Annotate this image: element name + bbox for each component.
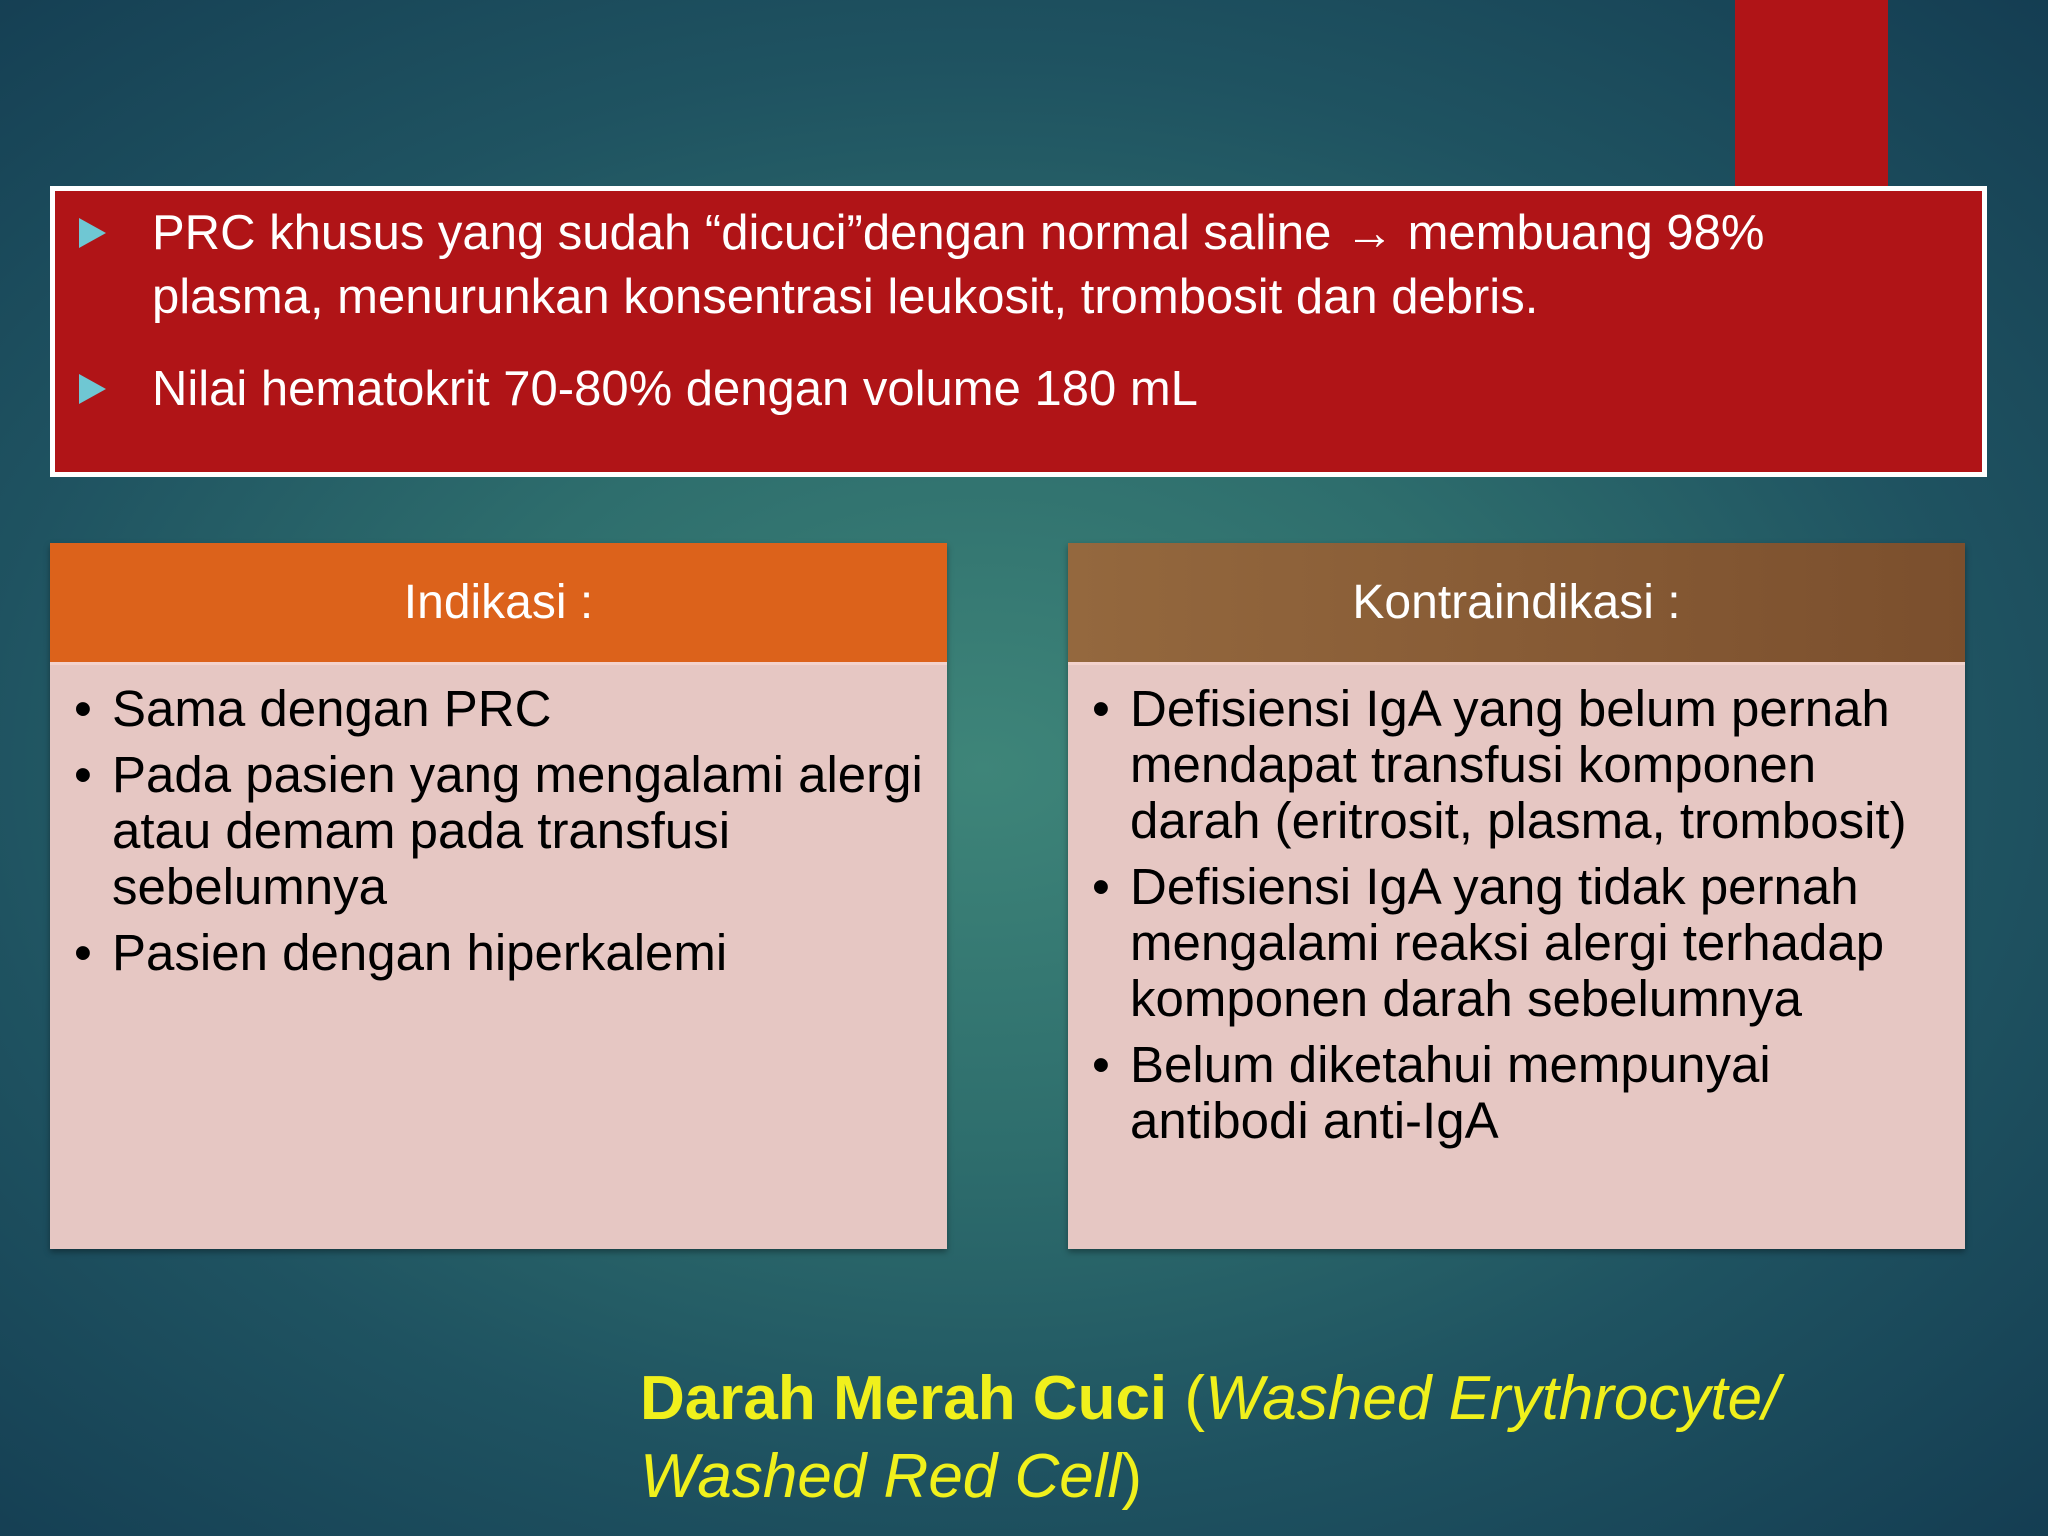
list-item: • Defisiensi IgA yang tidak pernah mengalami reaksi alergi terhadap komponen darah sebelumnya — [1090, 859, 1945, 1027]
summary-box — [50, 186, 1987, 477]
list-item: • Pada pasien yang mengalami alergi atau demam pada transfusi sebelumnya — [72, 747, 927, 915]
slide-title-paren-open: ( — [1167, 1364, 1206, 1433]
list-item: • Sama dengan PRC — [72, 681, 927, 737]
indikasi-panel — [50, 543, 947, 1249]
summary-bullet — [79, 357, 1942, 421]
triangle-bullet-icon — [79, 218, 106, 248]
list-item: • Pasien dengan hiperkalemi — [72, 925, 927, 981]
kontraindikasi-list — [1090, 681, 1945, 1149]
list-item: • Belum diketahui mempunyai antibodi anti-IgA — [1090, 1037, 1945, 1149]
kontraindikasi-panel — [1068, 543, 1965, 1249]
indikasi-list — [72, 681, 927, 981]
list-item: • Defisiensi IgA yang belum pernah mendapat transfusi komponen darah (eritrosit, plasma, trombosit) — [1090, 681, 1945, 849]
slide-title-paren-close: ) — [1121, 1442, 1142, 1511]
summary-bullet-text: PRC khusus yang sudah “dicuci”dengan normal saline → membuang 98% plasma, menurunkan konsentrasi leukosit, trombosit dan debris. — [152, 206, 1765, 324]
slide-title-bold: Darah Merah Cuci — [640, 1364, 1168, 1433]
indikasi-header: Indikasi : — [50, 543, 947, 665]
kontraindikasi-body — [1068, 665, 1965, 1249]
slide-title-italic: Washed Erythrocyte/ Washed Red Cell — [640, 1364, 1780, 1511]
summary-bullet — [79, 201, 1942, 329]
summary-bullet-text: Nilai hematokrit 70-80% dengan volume 180 mL — [152, 362, 1198, 416]
triangle-bullet-icon — [79, 374, 106, 404]
indikasi-body — [50, 665, 947, 1249]
red-tab-decoration — [1735, 0, 1888, 190]
slide-title — [640, 1360, 1970, 1516]
kontraindikasi-header: Kontraindikasi : — [1068, 543, 1965, 665]
